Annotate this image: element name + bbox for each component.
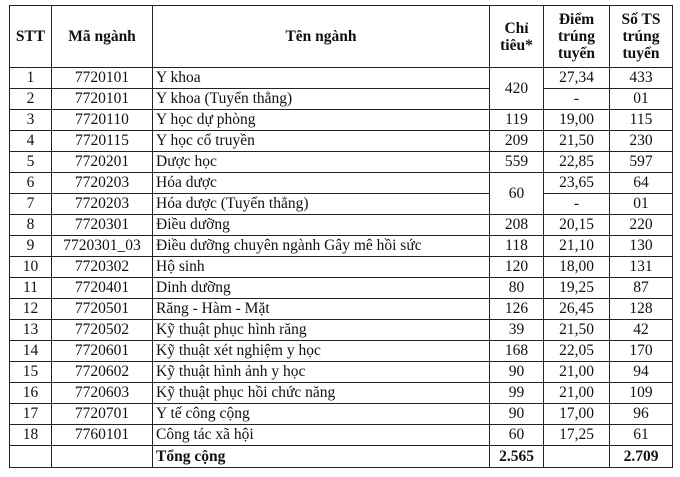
cell-diem: 19,00 <box>544 110 610 131</box>
cell-diem: 19,25 <box>544 278 610 299</box>
table-row <box>10 383 673 404</box>
header-stt: STT <box>10 6 52 68</box>
table-row <box>10 131 673 152</box>
cell-stt: 2 <box>10 89 52 110</box>
table-row <box>10 89 673 110</box>
cell-diem: 21,00 <box>544 383 610 404</box>
cell-stt: 7 <box>10 194 52 215</box>
total-chi-tieu: 2.565 <box>490 446 544 468</box>
cell-stt: 15 <box>10 362 52 383</box>
cell-stt: 16 <box>10 383 52 404</box>
total-so-ts: 2.709 <box>610 446 673 468</box>
cell-so-ts: 220 <box>610 215 673 236</box>
cell-ten-nganh: Y học cổ truyền <box>153 131 490 152</box>
cell-diem: 20,15 <box>544 215 610 236</box>
cell-ten-nganh: Y khoa <box>153 68 490 89</box>
cell-ma-nganh: 7720101 <box>52 68 153 89</box>
total-label: Tổng cộng <box>153 446 490 468</box>
header-so-ts-trung-tuyen: Số TS trúng tuyển <box>610 6 673 68</box>
table-total-row <box>10 446 673 468</box>
table-row <box>10 362 673 383</box>
cell-chi-tieu: 60 <box>490 425 544 446</box>
table-row <box>10 152 673 173</box>
cell-chi-tieu: 420 <box>490 68 544 110</box>
cell-so-ts: 61 <box>610 425 673 446</box>
table-row <box>10 215 673 236</box>
cell-so-ts: 170 <box>610 341 673 362</box>
header-diem-trung-tuyen: Điểm trúng tuyển <box>544 6 610 68</box>
table-row <box>10 341 673 362</box>
cell-ten-nganh: Y khoa (Tuyển thẳng) <box>153 89 490 110</box>
table-row <box>10 68 673 89</box>
cell-chi-tieu: 90 <box>490 362 544 383</box>
cell-ma-nganh: 7720601 <box>52 341 153 362</box>
cell-diem: - <box>544 89 610 110</box>
cell-chi-tieu: 118 <box>490 236 544 257</box>
cell-so-ts: 01 <box>610 89 673 110</box>
cell-ten-nganh: Hóa dược (Tuyển thẳng) <box>153 194 490 215</box>
cell-diem: 22,05 <box>544 341 610 362</box>
cell-so-ts: 115 <box>610 110 673 131</box>
cell-ma-nganh: 7720302 <box>52 257 153 278</box>
cell-ma-nganh: 7720701 <box>52 404 153 425</box>
table-row <box>10 299 673 320</box>
cell-ten-nganh: Y học dự phòng <box>153 110 490 131</box>
cell-ma-nganh: 7720203 <box>52 194 153 215</box>
cell-diem: 18,00 <box>544 257 610 278</box>
cell-diem: 21,50 <box>544 320 610 341</box>
cell-stt: 8 <box>10 215 52 236</box>
cell-chi-tieu: 168 <box>490 341 544 362</box>
cell-ma-nganh: 7720401 <box>52 278 153 299</box>
cell-so-ts: 87 <box>610 278 673 299</box>
cell-chi-tieu: 99 <box>490 383 544 404</box>
cell-so-ts: 94 <box>610 362 673 383</box>
cell-chi-tieu: 120 <box>490 257 544 278</box>
cell-so-ts: 96 <box>610 404 673 425</box>
cell-stt: 10 <box>10 257 52 278</box>
header-ma-nganh: Mã ngành <box>52 6 153 68</box>
cell-diem: 26,45 <box>544 299 610 320</box>
cell-ten-nganh: Kỹ thuật xét nghiệm y học <box>153 341 490 362</box>
cell-ten-nganh: Kỹ thuật phục hình răng <box>153 320 490 341</box>
cell-so-ts: 109 <box>610 383 673 404</box>
cell-chi-tieu: 80 <box>490 278 544 299</box>
cell-chi-tieu: 39 <box>490 320 544 341</box>
cell-chi-tieu: 209 <box>490 131 544 152</box>
cell-ma-nganh: 7720115 <box>52 131 153 152</box>
cell-ten-nganh: Hộ sinh <box>153 257 490 278</box>
admission-results-table <box>9 5 673 468</box>
cell-diem: 21,10 <box>544 236 610 257</box>
cell-chi-tieu: 90 <box>490 404 544 425</box>
cell-chi-tieu: 60 <box>490 173 544 215</box>
cell-diem: 23,65 <box>544 173 610 194</box>
cell-ten-nganh: Kỹ thuật hình ảnh y học <box>153 362 490 383</box>
table-row <box>10 173 673 194</box>
cell-ma-nganh: 7720602 <box>52 362 153 383</box>
cell-stt: 11 <box>10 278 52 299</box>
cell-stt: 18 <box>10 425 52 446</box>
table-row <box>10 320 673 341</box>
cell-so-ts: 64 <box>610 173 673 194</box>
cell-chi-tieu: 126 <box>490 299 544 320</box>
cell-stt: 9 <box>10 236 52 257</box>
cell-so-ts: 433 <box>610 68 673 89</box>
cell-so-ts: 131 <box>610 257 673 278</box>
cell-ten-nganh: Răng - Hàm - Mặt <box>153 299 490 320</box>
cell-diem: 21,00 <box>544 362 610 383</box>
cell-ten-nganh: Y tế công cộng <box>153 404 490 425</box>
cell-so-ts: 597 <box>610 152 673 173</box>
cell-diem: 17,00 <box>544 404 610 425</box>
cell-stt: 4 <box>10 131 52 152</box>
cell-diem-empty <box>544 446 610 468</box>
cell-ten-nganh: Điều dưỡng chuyên ngành Gây mê hồi sức <box>153 236 490 257</box>
cell-ma-nganh: 7720603 <box>52 383 153 404</box>
cell-stt: 5 <box>10 152 52 173</box>
cell-chi-tieu: 208 <box>490 215 544 236</box>
cell-so-ts: 01 <box>610 194 673 215</box>
table-row <box>10 257 673 278</box>
cell-ma-nganh: 7720201 <box>52 152 153 173</box>
header-ten-nganh: Tên ngành <box>153 6 490 68</box>
cell-chi-tieu: 119 <box>490 110 544 131</box>
table-row <box>10 194 673 215</box>
cell-so-ts: 42 <box>610 320 673 341</box>
cell-so-ts: 128 <box>610 299 673 320</box>
cell-so-ts: 130 <box>610 236 673 257</box>
cell-ma-nganh: 7720502 <box>52 320 153 341</box>
cell-ma-nganh-empty <box>52 446 153 468</box>
cell-ma-nganh: 7720101 <box>52 89 153 110</box>
cell-ten-nganh: Hóa dược <box>153 173 490 194</box>
cell-ma-nganh: 7760101 <box>52 425 153 446</box>
table-row <box>10 278 673 299</box>
cell-ten-nganh: Dinh dưỡng <box>153 278 490 299</box>
cell-ma-nganh: 7720301_03 <box>52 236 153 257</box>
cell-ten-nganh: Kỹ thuật phục hồi chức năng <box>153 383 490 404</box>
cell-ma-nganh: 7720501 <box>52 299 153 320</box>
table-row <box>10 404 673 425</box>
cell-diem: 22,85 <box>544 152 610 173</box>
cell-stt: 12 <box>10 299 52 320</box>
cell-stt: 14 <box>10 341 52 362</box>
cell-stt-empty <box>10 446 52 468</box>
cell-stt: 13 <box>10 320 52 341</box>
cell-diem: - <box>544 194 610 215</box>
admission-table-container <box>9 5 673 468</box>
table-row <box>10 425 673 446</box>
cell-diem: 27,34 <box>544 68 610 89</box>
table-row <box>10 110 673 131</box>
table-row <box>10 236 673 257</box>
cell-ma-nganh: 7720301 <box>52 215 153 236</box>
table-header-row <box>10 6 673 68</box>
header-chi-tieu: Chỉ tiêu* <box>490 6 544 68</box>
cell-ten-nganh: Công tác xã hội <box>153 425 490 446</box>
cell-stt: 6 <box>10 173 52 194</box>
cell-chi-tieu: 559 <box>490 152 544 173</box>
cell-stt: 3 <box>10 110 52 131</box>
cell-ma-nganh: 7720110 <box>52 110 153 131</box>
cell-ma-nganh: 7720203 <box>52 173 153 194</box>
cell-so-ts: 230 <box>610 131 673 152</box>
cell-diem: 21,50 <box>544 131 610 152</box>
cell-ten-nganh: Điều dưỡng <box>153 215 490 236</box>
cell-stt: 17 <box>10 404 52 425</box>
cell-ten-nganh: Dược học <box>153 152 490 173</box>
cell-stt: 1 <box>10 68 52 89</box>
cell-diem: 17,25 <box>544 425 610 446</box>
